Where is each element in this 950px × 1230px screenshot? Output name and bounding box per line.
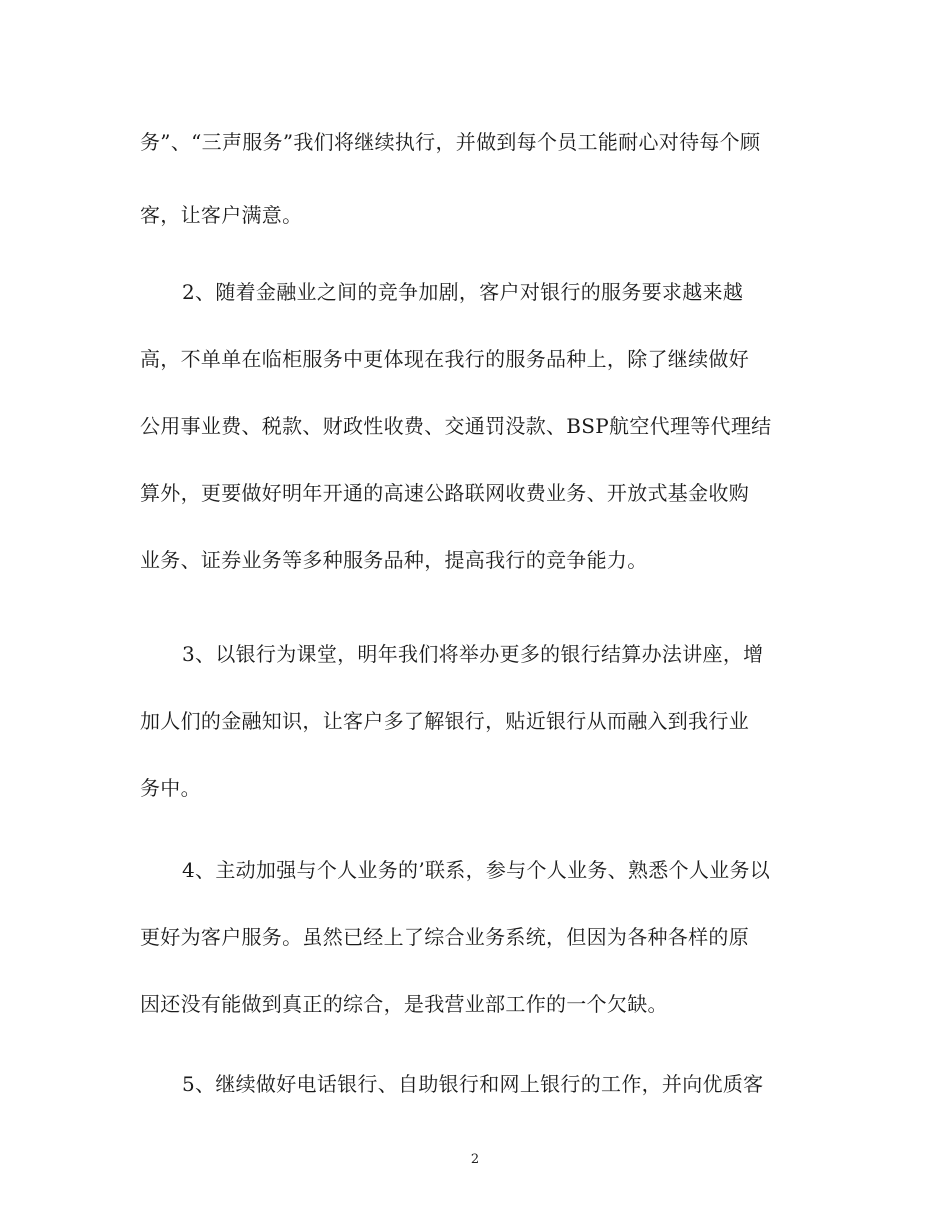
paragraph-line: 高，不单单在临柜服务中更体现在我行的服务品种上，除了继续做好 — [140, 347, 749, 371]
paragraph-line: 业务、证券业务等多种服务品种，提高我行的竞争能力。 — [140, 548, 648, 572]
paragraph-line: 因还没有能做到真正的综合，是我营业部工作的一个欠缺。 — [140, 992, 668, 1016]
paragraph-line: 3、以银行为课堂，明年我们将举办更多的银行结算办法讲座，增 — [182, 642, 764, 666]
paragraph-line: 公用事业费、税款、财政性收费、交通罚没款、BSP航空代理等代理结 — [140, 414, 772, 438]
paragraph-line: 4、主动加强与个人业务的’联系，参与个人业务、熟悉个人业务以 — [182, 858, 771, 882]
paragraph-line: 算外，更要做好明年开通的高速公路联网收费业务、开放式基金收购 — [140, 481, 749, 505]
paragraph-line: 客，让客户满意。 — [140, 203, 303, 227]
page-number: 2 — [470, 1152, 480, 1167]
paragraph-line: 更好为客户服务。虽然已经上了综合业务系统，但因为各种各样的原 — [140, 925, 749, 949]
paragraph-line: 2、随着金融业之间的竞争加剧，客户对银行的服务要求越来越 — [182, 280, 744, 304]
paragraph-line: 5、继续做好电话银行、自助银行和网上银行的工作，并向优质客 — [182, 1072, 764, 1096]
paragraph-line: 务中。 — [140, 776, 201, 800]
paragraph-line: 务”、“三声服务”我们将继续执行，并做到每个员工能耐心对待每个顾 — [140, 130, 761, 154]
paragraph-line: 加人们的金融知识，让客户多了解银行，贴近银行从而融入到我行业 — [140, 709, 749, 733]
